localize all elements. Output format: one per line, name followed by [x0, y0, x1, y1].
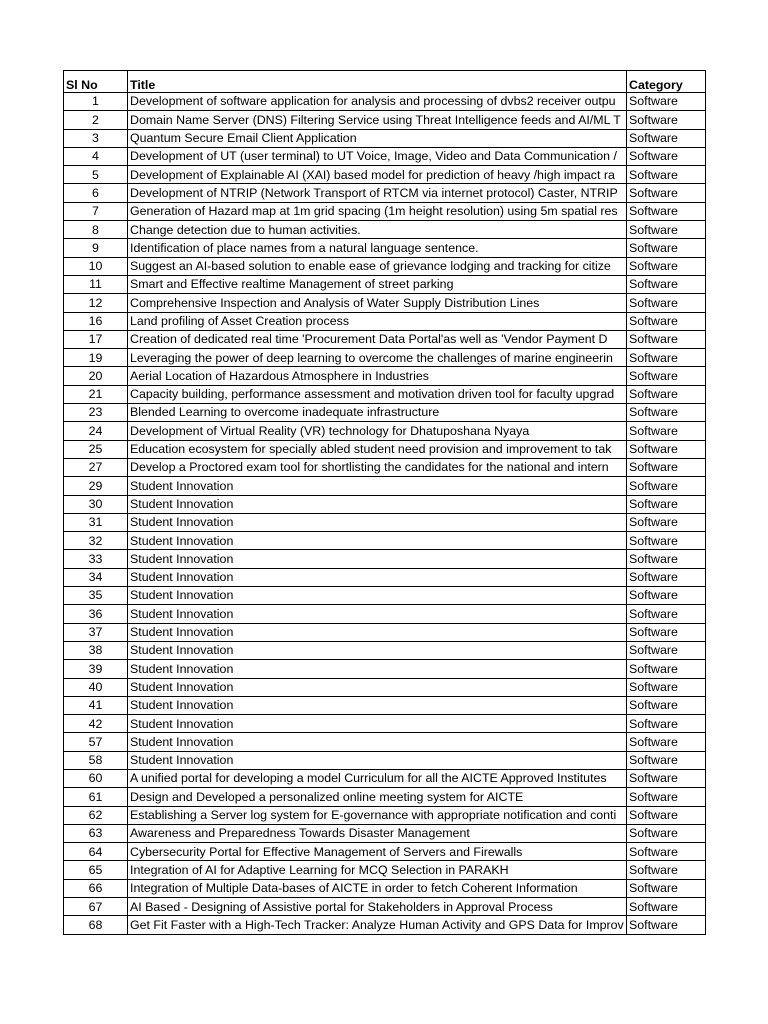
table-row	[64, 93, 706, 111]
table-row	[64, 605, 706, 623]
table-row	[64, 788, 706, 806]
cell-title: Identification of place names from a natural language sentence.	[128, 239, 627, 257]
cell-title: Domain Name Server (DNS) Filtering Service using Threat Intelligence feeds and AI/ML T	[128, 111, 627, 129]
cell-category: Software	[627, 312, 706, 330]
cell-title: Blended Learning to overcome inadequate infrastructure	[128, 404, 627, 422]
header-row	[64, 71, 706, 93]
cell-title: Development of UT (user terminal) to UT Voice, Image, Video and Data Communication /	[128, 147, 627, 165]
cell-title: Awareness and Preparedness Towards Disaster Management	[128, 824, 627, 842]
cell-title: Change detection due to human activities.	[128, 221, 627, 239]
cell-title: Suggest an AI-based solution to enable ease of grievance lodging and tracking for citize	[128, 257, 627, 275]
cell-category: Software	[627, 916, 706, 934]
table-row	[64, 824, 706, 842]
cell-title: Student Innovation	[128, 696, 627, 714]
cell-sl-no: 66	[64, 879, 128, 897]
cell-sl-no: 25	[64, 440, 128, 458]
cell-category: Software	[627, 147, 706, 165]
cell-category: Software	[627, 623, 706, 641]
cell-category: Software	[627, 275, 706, 293]
cell-sl-no: 23	[64, 404, 128, 422]
cell-category: Software	[627, 221, 706, 239]
cell-category: Software	[627, 184, 706, 202]
cell-sl-no: 8	[64, 221, 128, 239]
cell-sl-no: 68	[64, 916, 128, 934]
cell-title: Development of NTRIP (Network Transport of RTCM via internet protocol) Caster, NTRIP	[128, 184, 627, 202]
cell-title: Establishing a Server log system for E-governance with appropriate notification and conti	[128, 806, 627, 824]
cell-title: AI Based - Designing of Assistive portal for Stakeholders in Approval Process	[128, 898, 627, 916]
cell-title: Aerial Location of Hazardous Atmosphere in Industries	[128, 367, 627, 385]
cell-sl-no: 4	[64, 147, 128, 165]
table-row	[64, 458, 706, 476]
table-row	[64, 843, 706, 861]
cell-sl-no: 58	[64, 751, 128, 769]
cell-category: Software	[627, 660, 706, 678]
header-category: Category	[627, 71, 706, 93]
cell-sl-no: 30	[64, 495, 128, 513]
cell-category: Software	[627, 257, 706, 275]
cell-category: Software	[627, 715, 706, 733]
cell-sl-no: 32	[64, 532, 128, 550]
cell-title: Cybersecurity Portal for Effective Management of Servers and Firewalls	[128, 843, 627, 861]
table-row	[64, 660, 706, 678]
cell-category: Software	[627, 550, 706, 568]
cell-sl-no: 39	[64, 660, 128, 678]
cell-sl-no: 60	[64, 769, 128, 787]
table-row	[64, 623, 706, 641]
cell-category: Software	[627, 513, 706, 531]
cell-title: Development of software application for analysis and processing of dvbs2 receiver outpu	[128, 93, 627, 111]
cell-sl-no: 41	[64, 696, 128, 714]
cell-sl-no: 31	[64, 513, 128, 531]
cell-category: Software	[627, 641, 706, 659]
table-row	[64, 696, 706, 714]
cell-sl-no: 5	[64, 166, 128, 184]
cell-category: Software	[627, 129, 706, 147]
cell-category: Software	[627, 495, 706, 513]
cell-sl-no: 64	[64, 843, 128, 861]
cell-category: Software	[627, 568, 706, 586]
table-row	[64, 641, 706, 659]
cell-sl-no: 37	[64, 623, 128, 641]
cell-category: Software	[627, 422, 706, 440]
cell-category: Software	[627, 879, 706, 897]
cell-title: Quantum Secure Email Client Application	[128, 129, 627, 147]
cell-category: Software	[627, 385, 706, 403]
table-row	[64, 275, 706, 293]
cell-category: Software	[627, 788, 706, 806]
cell-sl-no: 11	[64, 275, 128, 293]
cell-title: Student Innovation	[128, 532, 627, 550]
cell-title: Smart and Effective realtime Management of street parking	[128, 275, 627, 293]
cell-title: Student Innovation	[128, 641, 627, 659]
cell-sl-no: 35	[64, 587, 128, 605]
table-row	[64, 147, 706, 165]
cell-title: Develop a Proctored exam tool for shortlisting the candidates for the national and intern	[128, 458, 627, 476]
cell-category: Software	[627, 769, 706, 787]
cell-title: Creation of dedicated real time 'Procurement Data Portal'as well as 'Vendor Payment D	[128, 330, 627, 348]
cell-sl-no: 19	[64, 349, 128, 367]
cell-title: Development of Explainable AI (XAI) based model for prediction of heavy /high impact ra	[128, 166, 627, 184]
cell-title: Student Innovation	[128, 678, 627, 696]
cell-category: Software	[627, 294, 706, 312]
cell-category: Software	[627, 824, 706, 842]
cell-category: Software	[627, 477, 706, 495]
cell-sl-no: 16	[64, 312, 128, 330]
table-row	[64, 129, 706, 147]
cell-category: Software	[627, 202, 706, 220]
cell-title: Student Innovation	[128, 751, 627, 769]
table-row	[64, 294, 706, 312]
table-row	[64, 861, 706, 879]
cell-sl-no: 9	[64, 239, 128, 257]
cell-sl-no: 1	[64, 93, 128, 111]
cell-category: Software	[627, 330, 706, 348]
cell-title: Student Innovation	[128, 587, 627, 605]
cell-category: Software	[627, 733, 706, 751]
cell-title: Student Innovation	[128, 715, 627, 733]
table-row	[64, 513, 706, 531]
cell-category: Software	[627, 532, 706, 550]
cell-sl-no: 57	[64, 733, 128, 751]
table-row	[64, 404, 706, 422]
cell-category: Software	[627, 93, 706, 111]
table-row	[64, 111, 706, 129]
cell-category: Software	[627, 404, 706, 422]
cell-category: Software	[627, 458, 706, 476]
cell-sl-no: 65	[64, 861, 128, 879]
table-row	[64, 257, 706, 275]
cell-title: Student Innovation	[128, 550, 627, 568]
cell-title: Student Innovation	[128, 495, 627, 513]
cell-sl-no: 10	[64, 257, 128, 275]
cell-title: Generation of Hazard map at 1m grid spacing (1m height resolution) using 5m spatial res	[128, 202, 627, 220]
table-row	[64, 751, 706, 769]
table-row	[64, 587, 706, 605]
cell-title: Education ecosystem for specially abled student need provision and improvement to tak	[128, 440, 627, 458]
table-row	[64, 916, 706, 934]
cell-sl-no: 62	[64, 806, 128, 824]
cell-sl-no: 20	[64, 367, 128, 385]
cell-title: Comprehensive Inspection and Analysis of Water Supply Distribution Lines	[128, 294, 627, 312]
cell-sl-no: 27	[64, 458, 128, 476]
cell-category: Software	[627, 349, 706, 367]
table-row	[64, 769, 706, 787]
table-row	[64, 422, 706, 440]
table-row	[64, 367, 706, 385]
spreadsheet-table-container	[63, 70, 705, 935]
table-row	[64, 678, 706, 696]
cell-sl-no: 17	[64, 330, 128, 348]
cell-title: Student Innovation	[128, 477, 627, 495]
cell-sl-no: 40	[64, 678, 128, 696]
cell-title: A unified portal for developing a model Curriculum for all the AICTE Approved Institutes	[128, 769, 627, 787]
cell-title: Student Innovation	[128, 568, 627, 586]
cell-category: Software	[627, 166, 706, 184]
cell-category: Software	[627, 696, 706, 714]
table-row	[64, 385, 706, 403]
cell-sl-no: 21	[64, 385, 128, 403]
problem-statements-table	[63, 70, 706, 935]
table-row	[64, 440, 706, 458]
table-body	[64, 93, 706, 935]
table-row	[64, 806, 706, 824]
cell-category: Software	[627, 605, 706, 623]
table-row	[64, 898, 706, 916]
table-row	[64, 349, 706, 367]
table-row	[64, 532, 706, 550]
table-row	[64, 568, 706, 586]
cell-category: Software	[627, 440, 706, 458]
cell-sl-no: 61	[64, 788, 128, 806]
cell-sl-no: 67	[64, 898, 128, 916]
table-row	[64, 166, 706, 184]
table-row	[64, 202, 706, 220]
cell-category: Software	[627, 898, 706, 916]
cell-category: Software	[627, 861, 706, 879]
cell-title: Capacity building, performance assessment and motivation driven tool for faculty upgrad	[128, 385, 627, 403]
cell-title: Student Innovation	[128, 605, 627, 623]
cell-category: Software	[627, 587, 706, 605]
table-row	[64, 715, 706, 733]
table-row	[64, 550, 706, 568]
cell-category: Software	[627, 751, 706, 769]
cell-sl-no: 3	[64, 129, 128, 147]
table-row	[64, 312, 706, 330]
table-row	[64, 477, 706, 495]
cell-category: Software	[627, 678, 706, 696]
cell-title: Development of Virtual Reality (VR) technology for Dhatuposhana Nyaya	[128, 422, 627, 440]
cell-sl-no: 38	[64, 641, 128, 659]
cell-sl-no: 63	[64, 824, 128, 842]
header-title: Title	[128, 71, 627, 93]
cell-title: Student Innovation	[128, 660, 627, 678]
table-row	[64, 495, 706, 513]
cell-category: Software	[627, 239, 706, 257]
table-row	[64, 733, 706, 751]
cell-category: Software	[627, 367, 706, 385]
cell-sl-no: 24	[64, 422, 128, 440]
cell-sl-no: 29	[64, 477, 128, 495]
cell-sl-no: 6	[64, 184, 128, 202]
cell-title: Student Innovation	[128, 733, 627, 751]
cell-title: Land profiling of Asset Creation process	[128, 312, 627, 330]
cell-category: Software	[627, 111, 706, 129]
cell-title: Student Innovation	[128, 623, 627, 641]
cell-title: Leveraging the power of deep learning to overcome the challenges of marine engineerin	[128, 349, 627, 367]
cell-sl-no: 2	[64, 111, 128, 129]
table-row	[64, 184, 706, 202]
cell-category: Software	[627, 843, 706, 861]
cell-title: Design and Developed a personalized online meeting system for AICTE	[128, 788, 627, 806]
table-row	[64, 330, 706, 348]
cell-sl-no: 7	[64, 202, 128, 220]
cell-sl-no: 12	[64, 294, 128, 312]
table-row	[64, 221, 706, 239]
cell-title: Student Innovation	[128, 513, 627, 531]
table-row	[64, 879, 706, 897]
cell-sl-no: 33	[64, 550, 128, 568]
cell-sl-no: 36	[64, 605, 128, 623]
table-row	[64, 239, 706, 257]
cell-sl-no: 34	[64, 568, 128, 586]
header-sl-no: Sl No	[64, 71, 128, 93]
cell-title: Get Fit Faster with a High-Tech Tracker: Analyze Human Activity and GPS Data for Improv	[128, 916, 627, 934]
cell-category: Software	[627, 806, 706, 824]
cell-sl-no: 42	[64, 715, 128, 733]
cell-title: Integration of Multiple Data-bases of AICTE in order to fetch Coherent Information	[128, 879, 627, 897]
cell-title: Integration of AI for Adaptive Learning for MCQ Selection in PARAKH	[128, 861, 627, 879]
